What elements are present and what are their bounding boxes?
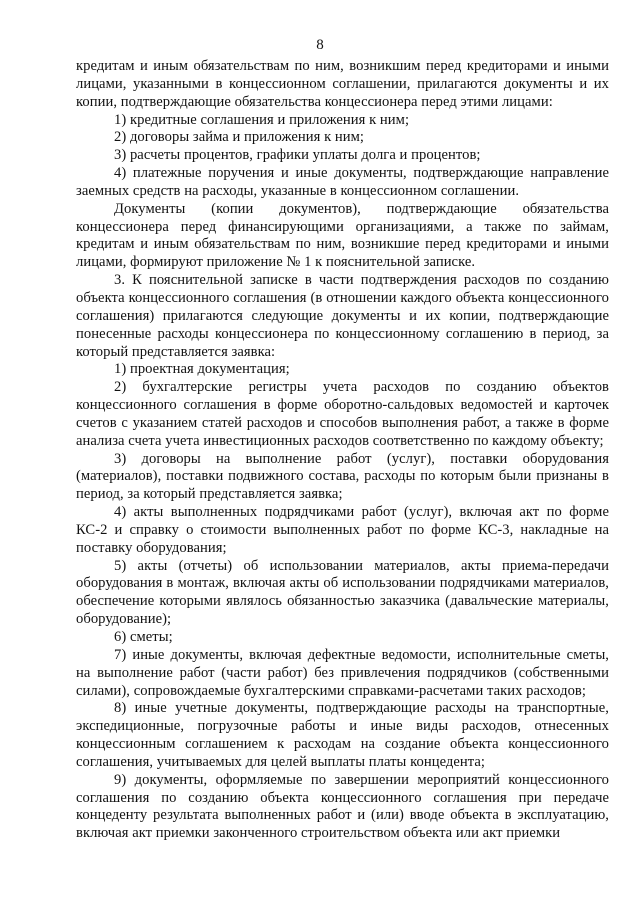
list-item-payment-orders: 4) платежные поручения и иные документы, подтверждающие направление заемных средств на расходы, указанные в концессионном соглашении. — [76, 165, 609, 199]
list-item-completion-acts: 4) акты выполненных подрядчиками работ (услуг), включая акт по форме КС-2 и справку о стоимости выполненных работ по форме КС-3, накладные на поставку оборудования; — [76, 504, 609, 556]
list-item-credit-agreements: 1) кредитные соглашения и приложения к ним; — [114, 111, 410, 128]
list-item-interest-calculations: 3) расчеты процентов, графики уплаты долга и процентов; — [114, 147, 481, 164]
paragraph-continuation: кредитам и иным обязательствам по ним, возникшим перед кредиторами и иными лицами, указанными в концессионном соглашении, прилагаются документы и их копии, подтверждающие обязательства концессионера перед этими лицами: — [76, 58, 609, 110]
document-body — [76, 58, 609, 843]
list-item-other-accounting-documents: 8) иные учетные документы, подтверждающие расходы на транспортные, экспедиционные, погрузочные работы и иные виды расходов, отнесенных концессионным соглашением к расходам на создание объекта концессионного соглашения, учитываемых для целей выплаты платы концедента; — [76, 700, 609, 770]
list-item-loan-agreements: 2) договоры займа и приложения к ним; — [114, 129, 365, 146]
list-item-estimates: 6) сметы; — [114, 629, 173, 645]
paragraph-appendix-1: Документы (копии документов), подтверждающие обязательства концессионера перед финансирующими организациями, а также по займам, кредитам и иным обязательствам по ним, возникшие перед кредиторами и иными лицами, формируют приложение № 1 к пояснительной записке. — [76, 200, 609, 271]
list-item-completion-documents: 9) документы, оформляемые по завершении мероприятий концессионного соглашения по созданию объекта концессионного соглашения при передаче концеденту результата выполненных работ и (или) вводе объекта в эксплуатацию, включая акт приемки законченного строительством объекта или акт приемки — [76, 771, 609, 842]
list-item-material-reports: 5) акты (отчеты) об использовании материалов, акты приема-передачи оборудования в монтаж, включая акты об использовании подрядчиками материалов, обеспечение которыми являлось обязанностью заказчика (давальческие материалы, оборудование); — [76, 557, 609, 628]
list-item-work-contracts: 3) договоры на выполнение работ (услуг), поставки оборудования (материалов), поставки подвижного состава, расходы по которым были признаны в период, за который представляется заявка; — [76, 450, 609, 503]
list-item-project-documentation: 1) проектная документация; — [114, 361, 290, 378]
list-item-accounting-registers: 2) бухгалтерские регистры учета расходов по созданию объектов концессионного соглашения в форме оборотно-сальдовых ведомостей и карточек счетов с указанием статей расходов и способов выполнения работ, а также в форме анализа счета учета инвестиционных расходов соответственно по каждому объекту; — [76, 379, 609, 449]
list-item-other-documents: 7) иные документы, включая дефектные ведомости, исполнительные сметы, на выполнение работ (части работ) без привлечения подрядчиков (собственными силами), сопровождаемые бухгалтерскими справками-расчетами таких расходов; — [76, 646, 609, 699]
page-number: 8 — [316, 37, 324, 53]
paragraph-section-3: 3. К пояснительной записке в части подтверждения расходов по созданию объекта концессионного соглашения (в отношении каждого объекта концессионного соглашения) прилагаются следующие документы и их копии, подтверждающие понесенные расходы концессионера по концессионному соглашению в период, за который представляется заявка: — [76, 272, 609, 360]
